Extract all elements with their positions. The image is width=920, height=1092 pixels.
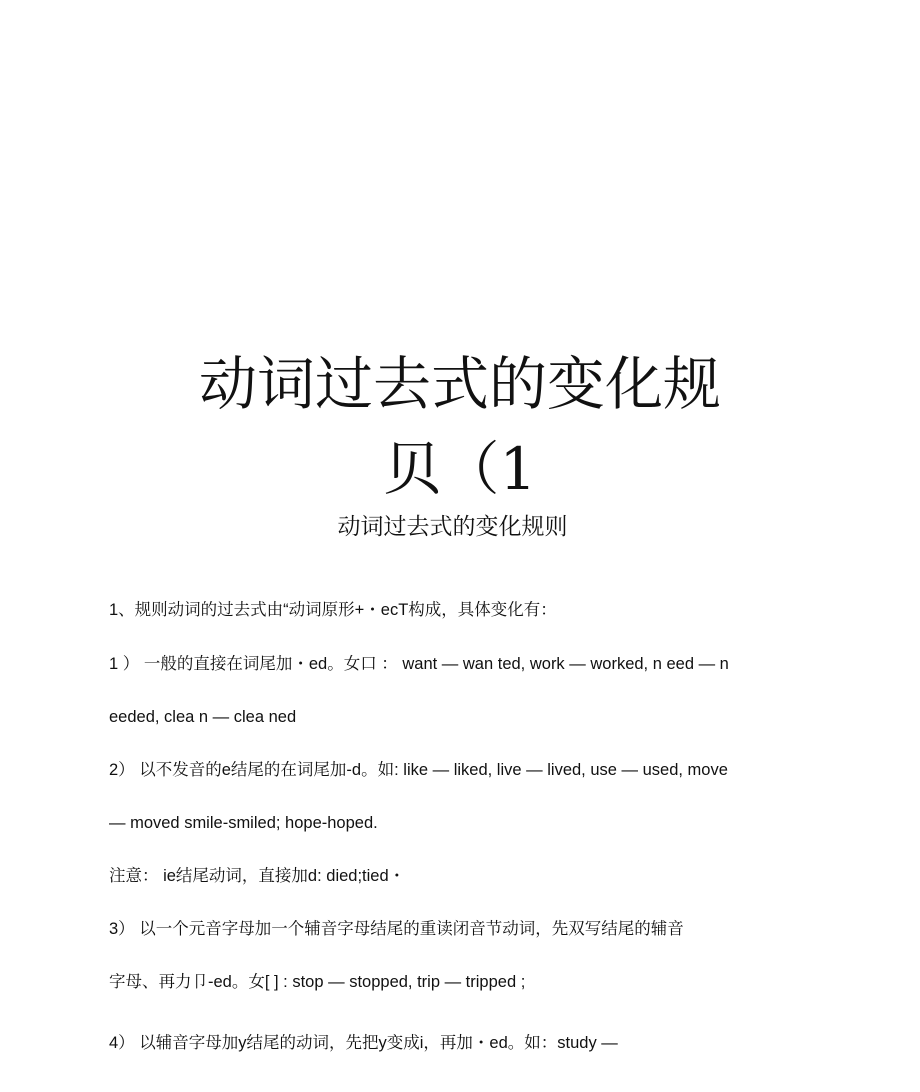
paragraph-line: 3） 以一个元音字母加一个辅音字母结尾的重读闭音节动词，先双写结尾的辅音 bbox=[109, 920, 684, 938]
document-title-line-1: 动词过去式的变化规 bbox=[198, 350, 721, 418]
document-title-line-2: 贝（1 bbox=[383, 435, 537, 503]
document-subtitle: 动词过去式的变化规则 bbox=[337, 514, 568, 540]
paragraph-line: eeded, clea n — clea ned bbox=[109, 708, 297, 726]
paragraph-line: 1 ） 一般的直接在词尾加・ed。女口 ： want — wan ted, work — worked, n eed — n bbox=[109, 655, 729, 673]
paragraph-line: 4） 以辅音字母加y结尾的动词，先把y变成i，再加・ed。如：study — bbox=[109, 1034, 618, 1052]
paragraph-line: 注意： ie结尾动词，直接加d: died;tied・ bbox=[109, 867, 406, 885]
paragraph-line: — moved smile-smiled; hope-hoped. bbox=[109, 814, 378, 832]
paragraph-line: 1、规则动词的过去式由“动词原形+・ecT构成，具体变化有： bbox=[109, 601, 557, 619]
paragraph-line: 2） 以不发音的e结尾的在词尾加-d。如: like — liked, live — lived, use — used, move bbox=[109, 761, 728, 779]
paragraph-line: 字母、再力卩-ed。女[ ] : stop — stopped, trip — tripped ; bbox=[109, 973, 526, 991]
